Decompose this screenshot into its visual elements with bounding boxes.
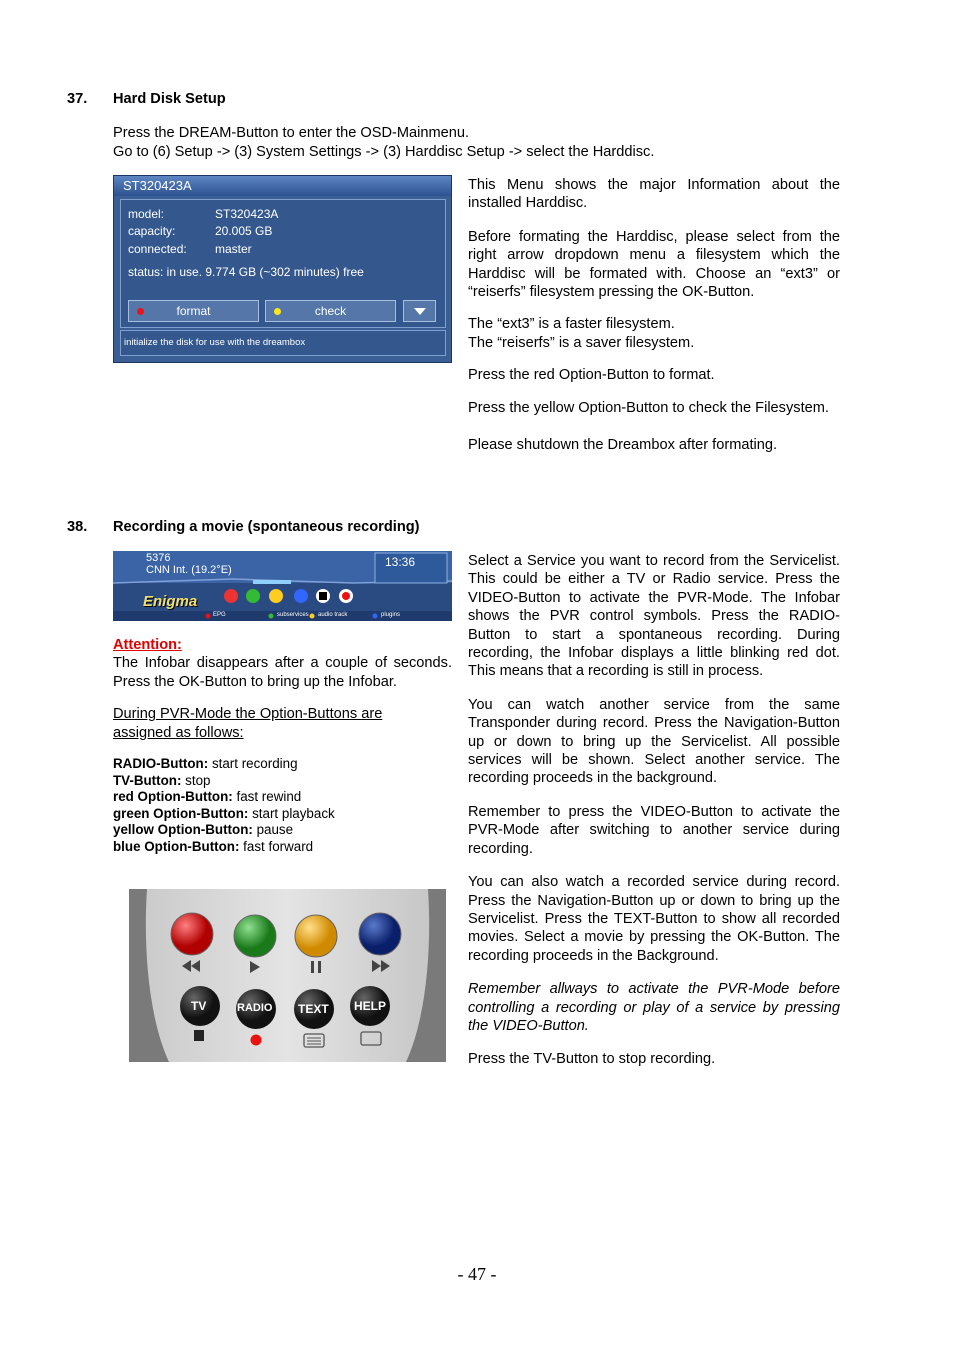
text-button-label: TEXT [298, 1002, 329, 1016]
section-38-right-5: Remember allways to activate the PVR-Mode before controlling a recording or play of a service by pressing the VIDEO-Button. [468, 981, 840, 1034]
section-37-para-3a: The “ext3” is a faster filesystem. [468, 316, 675, 333]
record-symbol-icon [251, 1035, 262, 1046]
infobar-time: 13:36 [385, 555, 416, 569]
remote-symbol-icons [182, 960, 390, 973]
section-38-title: Recording a movie (spontaneous recording) [113, 519, 420, 535]
assigned-heading-2: assigned as follows: [113, 724, 244, 741]
assigned-heading-1: During PVR-Mode the Option-Buttons are [113, 706, 383, 723]
yellow-dot-icon [274, 308, 281, 315]
infobar-label-epg: EPG [213, 612, 226, 618]
help-button-label: HELP [354, 999, 387, 1013]
check-button-label: check [314, 304, 347, 318]
section-37-para-1: This Menu shows the major Information about the installed Harddisc. [468, 177, 840, 212]
radio-button-label: RADIO [237, 1002, 273, 1014]
model-value: ST320423A [215, 207, 279, 221]
section-37-intro-2: Go to (6) Setup -> (3) System Settings -> (3) Harddisc Setup -> select the Harddisc. [113, 144, 655, 160]
attention-heading: Attention: [113, 637, 182, 653]
section-37-para-6: Please shutdown the Dreambox after formating. [468, 437, 778, 454]
section-38-right-1: Select a Service you want to record from the Servicelist. This could be either a TV or Radio service. Press the VIDEO-Button to activate the PVR-Mode. The Infobar shows the PVR control symbols. Press the RADIO-Button to start a spontaneous recording. During recording, the Infobar displays a little blinking red dot. This means that a recording is still in process. [468, 553, 840, 680]
connected-value: master [215, 242, 252, 256]
dropdown-arrow-icon [414, 308, 426, 316]
section-38-right-2: You can watch another service from the same Transponder during record. Press the Navigation-Button up or down to bring up the Servicelist. All possible services will be shown. Select another service. The recording proceeds in the background. [468, 696, 840, 787]
format-button[interactable] [128, 300, 259, 322]
section-37-para-5: Press the yellow Option-Button to check the Filesystem. [468, 399, 829, 416]
assignment-item: RADIO-Button: start recording [113, 756, 298, 772]
section-37-intro-1: Press the DREAM-Button to enter the OSD-Mainmenu. [113, 125, 470, 141]
tv-button-label: TV [191, 999, 207, 1013]
infobar-screenshot [113, 551, 452, 621]
harddisk-screen-title: ST320423A [114, 176, 451, 196]
red-dot-icon [137, 308, 144, 315]
harddisk-hint-bar: initialize the disk for use with the dreambox [120, 330, 446, 356]
filesystem-dropdown-button[interactable] [403, 300, 436, 322]
connected-label: connected: [128, 242, 187, 256]
section-38-number: 38. [67, 519, 88, 535]
pvr-rewind-icon [224, 589, 238, 603]
assignment-item: green Option-Button: start playback [113, 805, 335, 821]
infobar-label-audio-track: audio track [318, 612, 348, 618]
assignment-item: TV-Button: stop [113, 772, 211, 788]
pvr-stop-icon [316, 589, 330, 603]
assignment-item: yellow Option-Button: pause [113, 822, 294, 838]
help-symbol-icon [361, 1032, 381, 1045]
page-number: - 47 - [457, 1264, 497, 1284]
pvr-forward-icon [294, 589, 308, 603]
harddisk-setup-screenshot [113, 175, 452, 363]
green-option-button [234, 915, 276, 957]
infobar-label-subservices: subservices [277, 612, 309, 618]
section-37-number: 37. [67, 91, 88, 107]
infobar-label-plugins: plugins [381, 612, 401, 618]
yellow-option-button [295, 915, 337, 957]
check-button[interactable] [265, 300, 396, 322]
attention-text: The Infobar disappears after a couple of seconds. Press the OK-Button to bring up the Infobar. [113, 655, 452, 690]
model-label: model: [128, 207, 165, 221]
pvr-play-icon [246, 589, 260, 603]
remote-control-image [129, 889, 446, 1062]
section-38-right-4: You can also watch a recorded service during record. Press the Navigation-Button up or down to bring up the Servicelist. Press the TEXT-Button to show all recorded movies. Select a movie by pressing the OK-Button. The recording proceeds in the Background. [468, 874, 840, 964]
red-option-button [171, 913, 213, 955]
section-38-right-3: Remember to press the VIDEO-Button to activate the PVR-Mode after switching to another service during recording. [468, 803, 840, 857]
disk-status: status: in use. 9.774 GB (~302 minutes) free [128, 265, 364, 279]
section-37-para-4: Press the red Option-Button to format. [468, 367, 715, 384]
format-button-label: format [176, 304, 211, 318]
section-37-para-2: Before formating the Harddisc, please select from the right arrow dropdown menu a filesystem which the Harddisc will be formated with. Choose an “ext3” or “reiserfs” filesystem pressing the OK-Button. [468, 228, 840, 301]
infobar-channel-number: 5376 [146, 552, 171, 564]
button-assignment-list [113, 756, 452, 856]
section-37-title: Hard Disk Setup [113, 91, 226, 107]
capacity-value: 20.005 GB [215, 224, 273, 238]
blue-option-button [359, 913, 401, 955]
stop-symbol-icon [194, 1030, 204, 1041]
capacity-label: capacity: [128, 224, 176, 238]
section-38-right-6: Press the TV-Button to stop recording. [468, 1051, 716, 1068]
assignment-item: red Option-Button: fast rewind [113, 789, 302, 805]
assignment-item: blue Option-Button: fast forward [113, 839, 314, 854]
section-37-para-3b: The “reiserfs” is a saver filesystem. [468, 334, 695, 351]
infobar-channel-name: CNN Int. (19.2°E) [146, 564, 232, 576]
pvr-record-icon [339, 589, 353, 603]
pvr-pause-icon [269, 589, 283, 603]
enigma-logo: Enigma [143, 593, 198, 610]
